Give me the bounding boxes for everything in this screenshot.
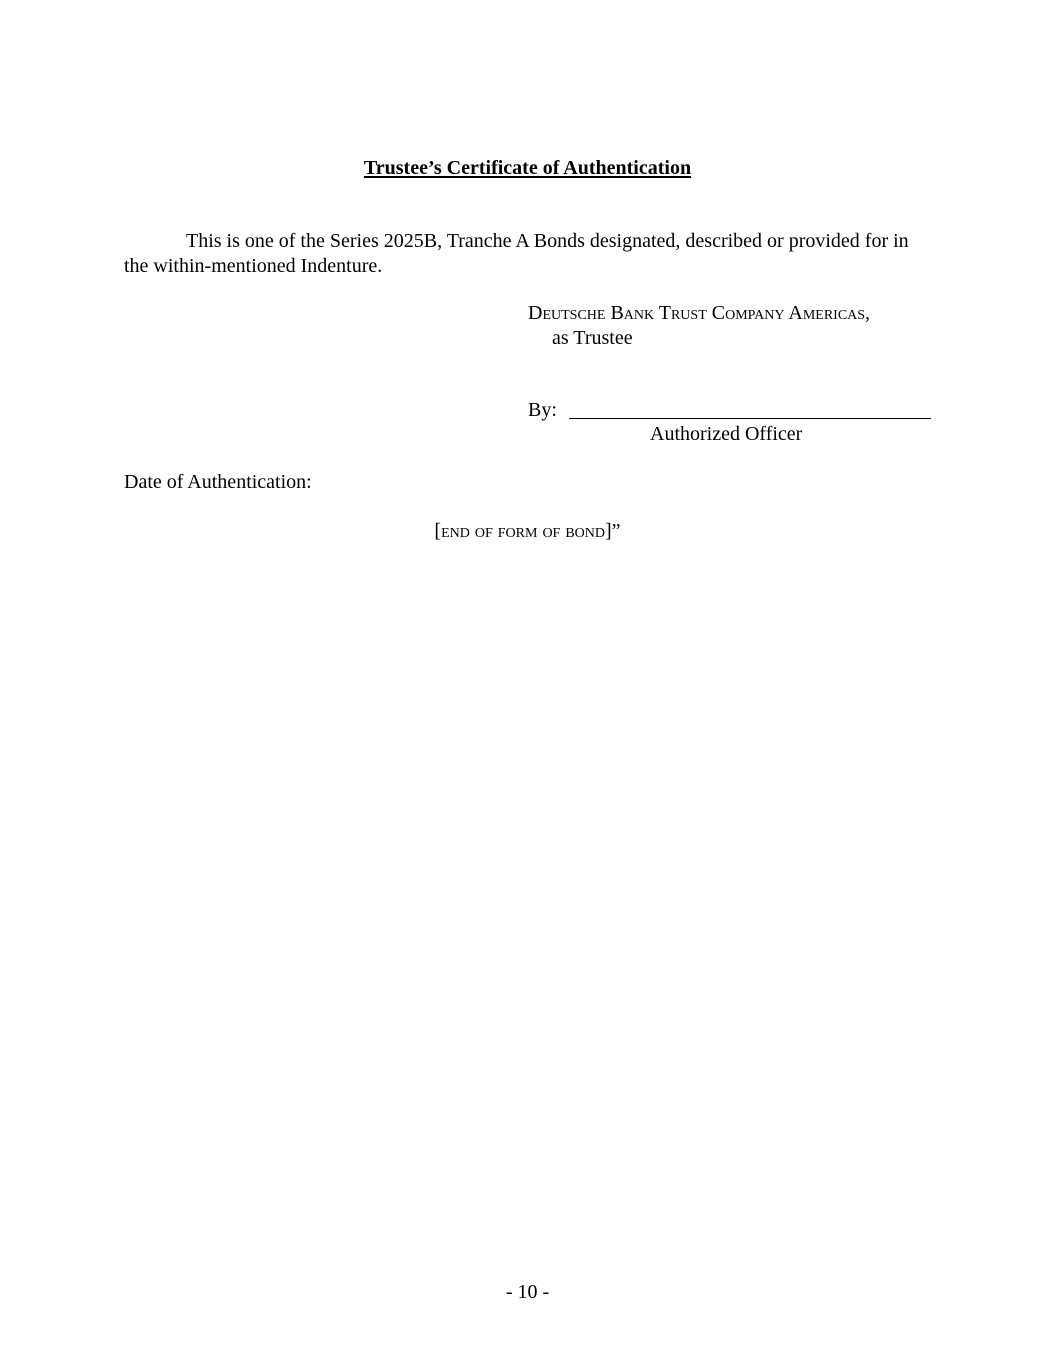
trustee-role: as Trustee [552,327,633,349]
end-of-form-close-bracket: ]” [605,520,621,542]
certificate-paragraph-line-1: This is one of the Series 2025B, Tranche A Bonds designated, described or provided for in [186,230,909,252]
end-of-form-text: end of form of bond [441,520,606,542]
end-of-form-marker [0,519,1055,543]
authentication-date-label: Date of Authentication: [124,471,312,493]
page-number: - 10 - [505,1281,550,1303]
trustee-name: Deutsche Bank Trust Company Americas, [528,302,871,324]
certificate-heading-text: Trustee’s Certificate of Authentication [363,157,692,179]
end-of-form-open-bracket: [ [434,520,442,542]
certificate-paragraph-line-2: the within-mentioned Indenture. [124,255,383,277]
certificate-heading [0,156,1055,180]
signature-line [569,418,931,419]
signature-by-label: By: [528,399,557,421]
signature-title: Authorized Officer [650,423,803,445]
